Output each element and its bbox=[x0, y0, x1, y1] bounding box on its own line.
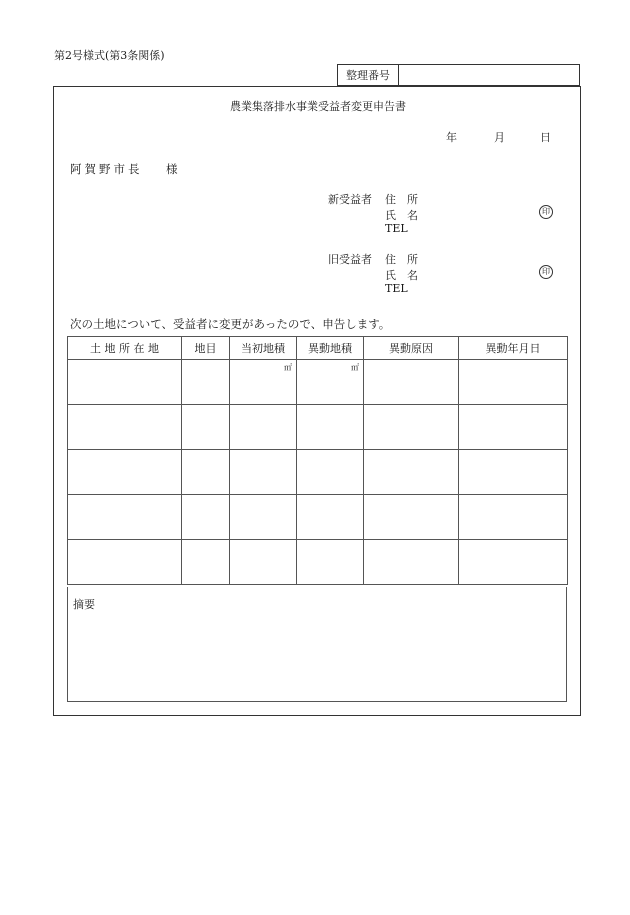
table-row bbox=[68, 495, 568, 540]
original-area-cell[interactable] bbox=[230, 450, 297, 495]
remarks-box[interactable] bbox=[67, 587, 567, 702]
old-beneficiary-name-label: 氏 名 bbox=[385, 269, 418, 282]
land-category-cell[interactable] bbox=[182, 540, 230, 585]
new-beneficiary-role: 新受益者 bbox=[328, 193, 372, 206]
table-row bbox=[68, 450, 568, 495]
location-cell[interactable] bbox=[68, 360, 182, 405]
change-date-cell[interactable] bbox=[459, 495, 568, 540]
location-cell[interactable] bbox=[68, 540, 182, 585]
changed-area-cell[interactable] bbox=[297, 405, 364, 450]
land-category-cell[interactable] bbox=[182, 495, 230, 540]
location-cell[interactable] bbox=[68, 405, 182, 450]
remarks-label: 摘要 bbox=[73, 598, 95, 611]
new-beneficiary-tel-label: TEL bbox=[385, 222, 408, 235]
form-frame bbox=[53, 86, 581, 716]
column-header-location: 土 地 所 在 地 bbox=[68, 337, 182, 360]
date-day-label: 日 bbox=[540, 131, 551, 144]
column-header-original-area: 当初地積 bbox=[230, 337, 297, 360]
changed-area-cell[interactable] bbox=[297, 540, 364, 585]
area-unit-label: ㎡ bbox=[351, 363, 359, 372]
change-reason-cell[interactable] bbox=[364, 450, 459, 495]
old-beneficiary-role: 旧受益者 bbox=[328, 253, 372, 266]
new-beneficiary-seal-icon: 印 bbox=[539, 205, 553, 219]
old-beneficiary-address-label: 住 所 bbox=[385, 253, 418, 266]
declaration-text: 次の土地について、受益者に変更があったので、申告します。 bbox=[70, 317, 391, 331]
change-reason-cell[interactable] bbox=[364, 360, 459, 405]
date-month-label: 月 bbox=[494, 131, 505, 144]
change-date-cell[interactable] bbox=[459, 450, 568, 495]
land-category-cell[interactable] bbox=[182, 450, 230, 495]
change-reason-cell[interactable] bbox=[364, 540, 459, 585]
table-row bbox=[68, 405, 568, 450]
change-date-cell[interactable] bbox=[459, 540, 568, 585]
old-beneficiary-tel-label: TEL bbox=[385, 282, 408, 295]
column-header-land-category: 地目 bbox=[182, 337, 230, 360]
land-category-cell[interactable] bbox=[182, 405, 230, 450]
change-date-cell[interactable] bbox=[459, 405, 568, 450]
change-date-cell[interactable] bbox=[459, 360, 568, 405]
new-beneficiary-address-label: 住 所 bbox=[385, 193, 418, 206]
form-title: 農業集落排水事業受益者変更申告書 bbox=[230, 100, 406, 113]
original-area-cell[interactable] bbox=[230, 495, 297, 540]
original-area-cell[interactable] bbox=[230, 405, 297, 450]
original-area-cell[interactable] bbox=[230, 360, 297, 405]
date-year-label: 年 bbox=[446, 131, 457, 144]
reference-number-label: 整理番号 bbox=[338, 65, 399, 85]
change-reason-cell[interactable] bbox=[364, 405, 459, 450]
column-header-changed-area: 異動地積 bbox=[297, 337, 364, 360]
area-unit-label: ㎡ bbox=[284, 363, 292, 372]
old-beneficiary-seal-icon: 印 bbox=[539, 265, 553, 279]
form-number-label: 第2号様式(第3条関係) bbox=[54, 49, 165, 62]
table-row bbox=[68, 540, 568, 585]
original-area-cell[interactable] bbox=[230, 540, 297, 585]
reference-number-box bbox=[337, 64, 580, 86]
location-cell[interactable] bbox=[68, 450, 182, 495]
reference-number-field[interactable] bbox=[399, 65, 579, 85]
column-header-change-reason: 異動原因 bbox=[364, 337, 459, 360]
addressee-honorific: 様 bbox=[166, 162, 178, 176]
changed-area-cell[interactable] bbox=[297, 360, 364, 405]
change-reason-cell[interactable] bbox=[364, 495, 459, 540]
addressee-name: 阿賀野市長 bbox=[70, 162, 143, 176]
land-category-cell[interactable] bbox=[182, 360, 230, 405]
table-row bbox=[68, 360, 568, 405]
changed-area-cell[interactable] bbox=[297, 450, 364, 495]
location-cell[interactable] bbox=[68, 495, 182, 540]
new-beneficiary-name-label: 氏 名 bbox=[385, 209, 418, 222]
column-header-change-date: 異動年月日 bbox=[459, 337, 568, 360]
land-table-header-row bbox=[68, 337, 568, 360]
land-table bbox=[67, 336, 568, 585]
changed-area-cell[interactable] bbox=[297, 495, 364, 540]
